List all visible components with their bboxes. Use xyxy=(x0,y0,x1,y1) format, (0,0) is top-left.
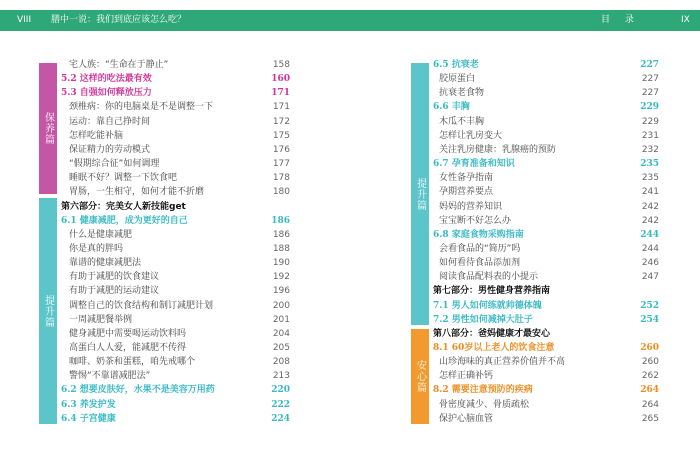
toc-section-heading xyxy=(433,299,659,313)
toc-entry-title: 6.1 健康减肥，成为更好的自己 xyxy=(61,215,188,226)
toc-entry xyxy=(439,143,659,157)
section-tab-tisheng-right xyxy=(411,63,429,325)
toc-entry xyxy=(439,115,659,129)
toc-entry-title: 阅读食品配料表的小提示 xyxy=(439,272,539,283)
toc-entry xyxy=(439,242,659,256)
toc-page-number: 235 xyxy=(640,159,659,170)
section-tab-label: 保养篇 xyxy=(42,112,54,145)
toc-section-heading xyxy=(61,383,290,397)
toc-entry-title: 6.4 子宫健康 xyxy=(61,413,116,424)
toc-entry-title: 保证精力的劳动模式 xyxy=(69,144,151,155)
toc-section-heading xyxy=(433,313,659,327)
toc-page-number: 208 xyxy=(272,357,290,368)
toc-entry-title: 木瓜不丰胸 xyxy=(439,116,485,127)
toc-entry-title: 怎样正确补钙 xyxy=(439,371,494,382)
toc-entry-title: 怎样让乳房变大 xyxy=(439,130,503,141)
toc-section-heading xyxy=(433,157,659,171)
toc-page-number: 205 xyxy=(272,343,290,353)
toc-page-number: 190 xyxy=(272,258,290,269)
toc-page-number: 242 xyxy=(641,215,659,226)
toc-page-number: 252 xyxy=(640,300,659,311)
section-tab-baoyang xyxy=(39,63,57,194)
toc-part-heading xyxy=(433,284,659,298)
toc-entry-title: 会看食品的“简历”吗 xyxy=(439,243,521,254)
toc-entry-title: 宅人族：“生命在于静止” xyxy=(69,60,169,70)
toc-page-number: 227 xyxy=(641,88,659,99)
toc-entry-title: 高蛋白人人爱，能减肥不传得 xyxy=(69,343,187,353)
toc-page-number: 244 xyxy=(641,243,659,254)
toc-part-heading xyxy=(433,327,659,341)
toc-entry-title: 什么是健康减肥 xyxy=(69,229,133,240)
toc-page-number: 232 xyxy=(641,144,659,155)
toc-entry-title: 胶原蛋白 xyxy=(439,74,476,85)
toc-entry-title: 一周减肥餐举例 xyxy=(69,314,133,325)
toc-page-number: 254 xyxy=(640,314,659,325)
toc-entry xyxy=(439,355,659,369)
toc-entry-title: 睡眠不好？调整一下饮食吧 xyxy=(69,173,178,184)
toc-entry-title: 孕期营养要点 xyxy=(439,187,494,198)
toc-page-number: 201 xyxy=(272,314,290,325)
toc-entry-title: 警惕“不靠谱减肥法” xyxy=(69,371,151,382)
toc-section-heading xyxy=(433,58,659,72)
toc-entry xyxy=(439,185,659,199)
toc-section-heading xyxy=(61,398,290,412)
toc-entry xyxy=(439,86,659,100)
toc-entry xyxy=(69,228,290,242)
toc-entry-title: 6.7 孕育准备和知识 xyxy=(433,159,515,170)
toc-page-number: 172 xyxy=(272,116,290,127)
toc-entry xyxy=(69,100,290,114)
toc-entry-title: 怎样吃能补脑 xyxy=(69,130,124,141)
toc-page-number: 244 xyxy=(640,229,659,240)
toc-entry-title: 山珍海味的真正营养价值并不高 xyxy=(439,357,566,368)
toc-page-number: 220 xyxy=(271,385,290,396)
toc-entry-title: 胃肠，一生相守，如何才能不折磨 xyxy=(69,187,205,198)
toc-entry-title: 保护心脑血管 xyxy=(439,413,494,424)
toc-entry xyxy=(439,412,659,426)
toc-entry-title: 健身减肥中需要喝运动饮料吗 xyxy=(69,328,187,339)
toc-entry-title: 颈椎病：你的电脑桌是不是调整一下 xyxy=(69,102,214,113)
toc-entry-title: 6.5 抗衰老 xyxy=(433,60,479,70)
toc-entry-title: 第七部分：男性健身营养指南 xyxy=(433,286,551,297)
toc-entry xyxy=(439,200,659,214)
toc-page-number: 176 xyxy=(272,144,290,155)
toc-page-number: 235 xyxy=(641,173,659,184)
toc-entry-title: 5.3 自强如何释放压力 xyxy=(61,88,152,99)
toc-page-number: 171 xyxy=(271,88,290,99)
toc-entry-title: 有助于减肥的饮食建议 xyxy=(69,272,160,283)
toc-page-number: 186 xyxy=(272,229,290,240)
toc-entry-title: 第八部分：爸妈健康才最安心 xyxy=(433,328,551,339)
section-tab-tisheng xyxy=(39,198,57,424)
toc-page-number: 262 xyxy=(641,371,659,382)
toc-page-number: 178 xyxy=(272,173,290,184)
toc-entry-title: 6.8 家庭食物采购指南 xyxy=(433,229,524,240)
toc-page-number: 204 xyxy=(272,328,290,339)
toc-entry xyxy=(439,256,659,270)
toc-section-heading xyxy=(61,86,290,100)
toc-entry xyxy=(69,270,290,284)
toc-page-number: 260 xyxy=(640,343,659,353)
toc-entry xyxy=(69,115,290,129)
toc-entry-title: 7.2 男性如何减掉大肚子 xyxy=(433,314,533,325)
toc-entry xyxy=(439,129,659,143)
toc-entry xyxy=(69,369,290,383)
toc-page-number: 231 xyxy=(641,130,659,141)
toc-page-number: 229 xyxy=(640,102,659,113)
toc-page-number: 222 xyxy=(271,399,290,410)
toc-page-number: 171 xyxy=(272,102,290,113)
toc-page-number: 200 xyxy=(272,300,290,311)
toc-entry xyxy=(439,214,659,228)
toc-page-number: 242 xyxy=(641,201,659,212)
section-tab-label: 安心篇 xyxy=(414,360,426,393)
toc-section-heading xyxy=(433,341,659,355)
toc-entry-title: 7.1 男人如何练就帅德体魄 xyxy=(433,300,542,311)
toc-entry-title: 妈妈的营养知识 xyxy=(439,201,503,212)
toc-entry-title: 你是真的胖吗 xyxy=(69,243,124,254)
toc-entry xyxy=(69,242,290,256)
toc-entry-title: 运动：靠自己挣时间 xyxy=(69,116,151,127)
toc-page-number: 246 xyxy=(641,258,659,269)
toc-page-number: 188 xyxy=(272,243,290,254)
toc-page-number: 260 xyxy=(641,357,659,368)
toc-entry xyxy=(69,341,290,355)
toc-page-number: 264 xyxy=(641,399,659,410)
toc-page-number: 224 xyxy=(271,413,290,424)
toc-entry-title: “假期综合征”如何调理 xyxy=(69,159,160,170)
toc-page-number: 175 xyxy=(272,130,290,141)
toc-entry xyxy=(69,284,290,298)
toc-entry xyxy=(69,299,290,313)
toc-entry xyxy=(69,313,290,327)
toc-section-heading xyxy=(61,412,290,426)
toc-entry-title: 骨密度减少、骨质疏松 xyxy=(439,399,530,410)
toc-entry xyxy=(69,355,290,369)
toc-entry-title: 关注乳房健康：乳腺癌的预防 xyxy=(439,144,557,155)
toc-entry xyxy=(439,398,659,412)
toc-section-heading xyxy=(61,214,290,228)
section-tab-label: 提升篇 xyxy=(42,294,54,328)
toc-entry-title: 如何看待食品添加剂 xyxy=(439,258,521,269)
toc-entry xyxy=(439,270,659,284)
toc-page-number: 196 xyxy=(272,286,290,297)
toc-entry-title: 调整自己的饮食结构和制订减肥计划 xyxy=(69,300,214,311)
toc-entry-title: 抗衰老食物 xyxy=(439,88,485,99)
toc-entry xyxy=(439,369,659,383)
toc-page-number: 213 xyxy=(272,371,290,382)
toc-entry-title: 女性备孕指南 xyxy=(439,173,494,184)
toc-entry-title: 8.2 需要注意预防的疾病 xyxy=(433,385,533,396)
toc-entry-title: 6.6 丰胸 xyxy=(433,102,470,113)
toc-page-number: 186 xyxy=(271,215,290,226)
toc-page-number: 241 xyxy=(641,187,659,198)
toc-entry xyxy=(69,185,290,199)
toc-entry xyxy=(69,129,290,143)
book-title: 膳中一说：我们到底应该怎么吃？ xyxy=(51,15,187,25)
header-bar xyxy=(0,10,700,31)
toc-entry xyxy=(439,72,659,86)
toc-page-number: 229 xyxy=(641,116,659,127)
toc-page-number: 247 xyxy=(641,272,659,283)
toc-page-number: 158 xyxy=(272,60,290,70)
right-page-number: IX xyxy=(681,15,690,25)
toc-entry xyxy=(69,327,290,341)
section-tab-label: 提升篇 xyxy=(414,177,426,211)
toc-entry-title: 有助于减肥的运动建议 xyxy=(69,286,160,297)
toc-entry-title: 5.2 这样的吃法最有效 xyxy=(61,74,152,85)
section-tab-anxin xyxy=(411,329,429,424)
toc-page-number: 192 xyxy=(272,272,290,283)
toc-section-heading xyxy=(433,100,659,114)
toc-page-number: 265 xyxy=(641,413,659,424)
toc-entry-title: 咖啡、奶茶和蛋糕，咱先戒哪个 xyxy=(69,357,196,368)
toc-section-heading xyxy=(61,72,290,86)
toc-part-heading xyxy=(61,200,290,214)
toc-entry xyxy=(439,171,659,185)
toc-entry-title: 靠谱的健康减肥法 xyxy=(69,258,142,269)
toc-page-number: 160 xyxy=(271,74,290,85)
toc-entry xyxy=(69,256,290,270)
toc-entry xyxy=(69,143,290,157)
toc-entry xyxy=(69,157,290,171)
contents-label: 目 录 xyxy=(601,15,640,25)
toc-page-number: 227 xyxy=(640,60,659,70)
toc-page-number: 227 xyxy=(641,74,659,85)
toc-entry xyxy=(69,171,290,185)
toc-entry-title: 6.2 想要皮肤好，水果不是美容万用药 xyxy=(61,385,215,396)
toc-section-heading xyxy=(433,228,659,242)
toc-entry-title: 6.3 养发护发 xyxy=(61,399,116,410)
toc-page-number: 180 xyxy=(272,187,290,198)
toc-page-number: 264 xyxy=(640,385,659,396)
toc-entry xyxy=(69,58,290,72)
toc-page-number: 177 xyxy=(272,159,290,170)
left-page-number: VIII xyxy=(17,15,32,25)
toc-section-heading xyxy=(433,383,659,397)
toc-entry-title: 8.1 60岁以上老人的饮食注意 xyxy=(433,343,555,353)
toc-entry-title: 第六部分：完美女人新技能get xyxy=(61,201,186,212)
toc-entry-title: 宝宝断不好怎么办 xyxy=(439,215,512,226)
